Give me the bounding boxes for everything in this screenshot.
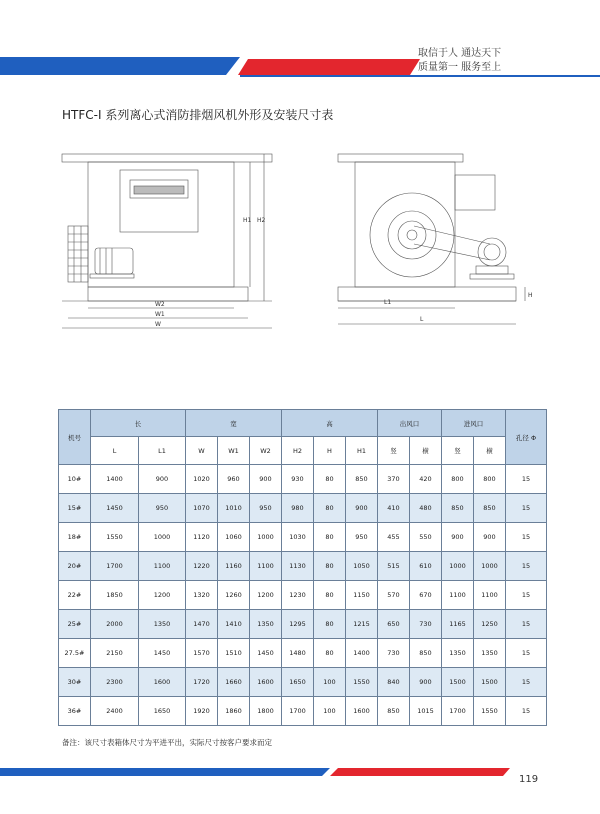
table-cell-model: 30# bbox=[59, 668, 91, 697]
subheader-l1: L1 bbox=[139, 437, 186, 465]
table-cell: 1400 bbox=[91, 465, 139, 494]
dim-label-l: L bbox=[420, 316, 424, 323]
table-cell: 455 bbox=[378, 523, 410, 552]
table-cell: 1000 bbox=[250, 523, 282, 552]
table-row bbox=[59, 523, 547, 552]
header-inlet: 进风口 bbox=[442, 410, 506, 437]
table-cell: 1450 bbox=[250, 639, 282, 668]
table-cell: 1600 bbox=[250, 668, 282, 697]
footer-stripe bbox=[0, 766, 600, 780]
table-cell: 850 bbox=[474, 494, 506, 523]
table-cell: 900 bbox=[442, 523, 474, 552]
table-cell-model: 10# bbox=[59, 465, 91, 494]
table-cell-model: 20# bbox=[59, 552, 91, 581]
table-cell: 15 bbox=[506, 494, 547, 523]
table-cell: 15 bbox=[506, 465, 547, 494]
table-cell: 2300 bbox=[91, 668, 139, 697]
header-hole-diameter: 孔径 Φ bbox=[506, 410, 547, 465]
table-body bbox=[59, 465, 547, 726]
table-cell: 1400 bbox=[346, 639, 378, 668]
header-width: 宽 bbox=[186, 410, 282, 437]
table-cell: 80 bbox=[314, 552, 346, 581]
table-cell: 850 bbox=[346, 465, 378, 494]
subheader-w1: W1 bbox=[218, 437, 250, 465]
table-cell: 480 bbox=[410, 494, 442, 523]
table-cell: 1160 bbox=[218, 552, 250, 581]
table-row bbox=[59, 465, 547, 494]
table-cell-model: 18# bbox=[59, 523, 91, 552]
table-cell: 410 bbox=[378, 494, 410, 523]
table-cell: 1020 bbox=[186, 465, 218, 494]
table-cell: 550 bbox=[410, 523, 442, 552]
table-cell-model: 15# bbox=[59, 494, 91, 523]
table-cell-model: 25# bbox=[59, 610, 91, 639]
table-cell: 1570 bbox=[186, 639, 218, 668]
table-cell-model: 27.5# bbox=[59, 639, 91, 668]
subheader-h2: H2 bbox=[282, 437, 314, 465]
table-cell: 1480 bbox=[282, 639, 314, 668]
table-cell: 2000 bbox=[91, 610, 139, 639]
table-cell: 960 bbox=[218, 465, 250, 494]
table-cell: 80 bbox=[314, 581, 346, 610]
header-stripe bbox=[0, 57, 600, 77]
table-cell: 1550 bbox=[346, 668, 378, 697]
table-row bbox=[59, 697, 547, 726]
dim-label-l1: L1 bbox=[384, 299, 392, 306]
table-cell: 1850 bbox=[91, 581, 139, 610]
table-cell: 1100 bbox=[442, 581, 474, 610]
fan-drawings bbox=[0, 140, 600, 360]
table-cell: 1000 bbox=[442, 552, 474, 581]
table-row bbox=[59, 581, 547, 610]
table-cell: 15 bbox=[506, 552, 547, 581]
table-cell: 15 bbox=[506, 581, 547, 610]
front-view-drawing bbox=[62, 154, 272, 328]
table-cell: 370 bbox=[378, 465, 410, 494]
page-number: 119 bbox=[519, 774, 539, 785]
table-cell: 1350 bbox=[474, 639, 506, 668]
table-header-row-sub bbox=[59, 437, 547, 465]
subheader-inlet-vertical: 竖 bbox=[442, 437, 474, 465]
table-cell: 100 bbox=[314, 697, 346, 726]
table-cell: 1800 bbox=[250, 697, 282, 726]
table-cell: 15 bbox=[506, 523, 547, 552]
table-cell: 1410 bbox=[218, 610, 250, 639]
table-cell: 1230 bbox=[282, 581, 314, 610]
subheader-l: L bbox=[91, 437, 139, 465]
table-cell: 100 bbox=[314, 668, 346, 697]
table-cell: 730 bbox=[378, 639, 410, 668]
table-cell: 900 bbox=[250, 465, 282, 494]
table-cell: 1500 bbox=[474, 668, 506, 697]
table-cell: 900 bbox=[139, 465, 186, 494]
header-model: 机号 bbox=[59, 410, 91, 465]
table-cell: 2400 bbox=[91, 697, 139, 726]
table-cell: 1920 bbox=[186, 697, 218, 726]
table-cell: 670 bbox=[410, 581, 442, 610]
subheader-w2: W2 bbox=[250, 437, 282, 465]
slogan-line-2: 质量第一 服务至上 bbox=[418, 62, 502, 73]
table-cell: 1700 bbox=[91, 552, 139, 581]
page-title: HTFC-I 系列离心式消防排烟风机外形及安装尺寸表 bbox=[62, 108, 334, 122]
table-cell: 800 bbox=[442, 465, 474, 494]
table-cell: 1000 bbox=[139, 523, 186, 552]
table-cell: 850 bbox=[442, 494, 474, 523]
footnote: 备注：该尺寸表箱体尺寸为平进平出，实际尺寸按客户要求而定 bbox=[62, 738, 272, 747]
table-cell: 2150 bbox=[91, 639, 139, 668]
table-cell: 800 bbox=[474, 465, 506, 494]
table-cell: 950 bbox=[250, 494, 282, 523]
slogan-line-1: 取信于人 通达天下 bbox=[418, 48, 502, 59]
table-cell: 15 bbox=[506, 610, 547, 639]
table-cell: 1450 bbox=[139, 639, 186, 668]
header-outlet: 出风口 bbox=[378, 410, 442, 437]
table-cell: 650 bbox=[378, 610, 410, 639]
table-cell: 1000 bbox=[474, 552, 506, 581]
table-cell: 80 bbox=[314, 494, 346, 523]
table-cell: 1650 bbox=[139, 697, 186, 726]
table-cell: 1600 bbox=[139, 668, 186, 697]
table-cell: 1250 bbox=[474, 610, 506, 639]
table-cell: 730 bbox=[410, 610, 442, 639]
table-cell: 15 bbox=[506, 697, 547, 726]
table-cell: 80 bbox=[314, 523, 346, 552]
table-cell: 1100 bbox=[474, 581, 506, 610]
subheader-h: H bbox=[314, 437, 346, 465]
subheader-w: W bbox=[186, 437, 218, 465]
subheader-outlet-horizontal: 横 bbox=[410, 437, 442, 465]
table-cell: 610 bbox=[410, 552, 442, 581]
table-cell: 1100 bbox=[139, 552, 186, 581]
table-cell: 1350 bbox=[250, 610, 282, 639]
table-cell: 1200 bbox=[139, 581, 186, 610]
table-cell: 1450 bbox=[91, 494, 139, 523]
subheader-inlet-horizontal: 横 bbox=[474, 437, 506, 465]
table-row bbox=[59, 494, 547, 523]
subheader-h1: H1 bbox=[346, 437, 378, 465]
table-cell: 1200 bbox=[250, 581, 282, 610]
table-cell-model: 22# bbox=[59, 581, 91, 610]
table-cell: 1220 bbox=[186, 552, 218, 581]
table-cell: 980 bbox=[282, 494, 314, 523]
table-cell: 1350 bbox=[442, 639, 474, 668]
table-cell: 1350 bbox=[139, 610, 186, 639]
side-view-drawing bbox=[338, 154, 525, 324]
table-cell: 1165 bbox=[442, 610, 474, 639]
table-cell-model: 36# bbox=[59, 697, 91, 726]
dim-label-w1: W1 bbox=[155, 311, 165, 318]
table-cell: 1700 bbox=[282, 697, 314, 726]
table-row bbox=[59, 639, 547, 668]
table-cell: 1215 bbox=[346, 610, 378, 639]
table-cell: 930 bbox=[282, 465, 314, 494]
table-cell: 1015 bbox=[410, 697, 442, 726]
table-cell: 1130 bbox=[282, 552, 314, 581]
table-cell: 950 bbox=[346, 523, 378, 552]
table-cell: 1650 bbox=[282, 668, 314, 697]
table-cell: 570 bbox=[378, 581, 410, 610]
dim-label-h1: H1 bbox=[243, 217, 252, 224]
table-cell: 1050 bbox=[346, 552, 378, 581]
table-cell: 900 bbox=[346, 494, 378, 523]
table-cell: 1500 bbox=[442, 668, 474, 697]
table-cell: 1030 bbox=[282, 523, 314, 552]
dim-label-w2: W2 bbox=[155, 301, 165, 308]
header-length: 长 bbox=[91, 410, 186, 437]
table-cell: 1060 bbox=[218, 523, 250, 552]
table-cell: 1010 bbox=[218, 494, 250, 523]
table-cell: 1120 bbox=[186, 523, 218, 552]
table-cell: 900 bbox=[410, 668, 442, 697]
table-cell: 80 bbox=[314, 465, 346, 494]
table-header-row-group bbox=[59, 410, 547, 437]
dim-label-h2: H2 bbox=[257, 217, 266, 224]
table-cell: 1600 bbox=[346, 697, 378, 726]
header-height: 高 bbox=[282, 410, 378, 437]
table-cell: 1510 bbox=[218, 639, 250, 668]
table-cell: 950 bbox=[139, 494, 186, 523]
dim-label-w: W bbox=[155, 321, 161, 328]
table-cell: 850 bbox=[378, 697, 410, 726]
table-cell: 1550 bbox=[474, 697, 506, 726]
table-cell: 515 bbox=[378, 552, 410, 581]
table-cell: 1660 bbox=[218, 668, 250, 697]
table-cell: 15 bbox=[506, 668, 547, 697]
table-cell: 1100 bbox=[250, 552, 282, 581]
table-cell: 1150 bbox=[346, 581, 378, 610]
table-row bbox=[59, 552, 547, 581]
table-cell: 900 bbox=[474, 523, 506, 552]
table-cell: 1720 bbox=[186, 668, 218, 697]
dim-label-h: H bbox=[528, 292, 533, 299]
table-cell: 1860 bbox=[218, 697, 250, 726]
table-cell: 80 bbox=[314, 639, 346, 668]
table-cell: 1320 bbox=[186, 581, 218, 610]
table-cell: 420 bbox=[410, 465, 442, 494]
dimension-table bbox=[58, 409, 547, 726]
table-cell: 1260 bbox=[218, 581, 250, 610]
table-cell: 1295 bbox=[282, 610, 314, 639]
table-cell: 840 bbox=[378, 668, 410, 697]
table-cell: 1070 bbox=[186, 494, 218, 523]
table-cell: 15 bbox=[506, 639, 547, 668]
subheader-outlet-vertical: 竖 bbox=[378, 437, 410, 465]
table-cell: 1470 bbox=[186, 610, 218, 639]
table-cell: 1700 bbox=[442, 697, 474, 726]
table-cell: 80 bbox=[314, 610, 346, 639]
table-cell: 1550 bbox=[91, 523, 139, 552]
table-row bbox=[59, 610, 547, 639]
table-row bbox=[59, 668, 547, 697]
table-cell: 850 bbox=[410, 639, 442, 668]
slogan bbox=[418, 47, 501, 75]
